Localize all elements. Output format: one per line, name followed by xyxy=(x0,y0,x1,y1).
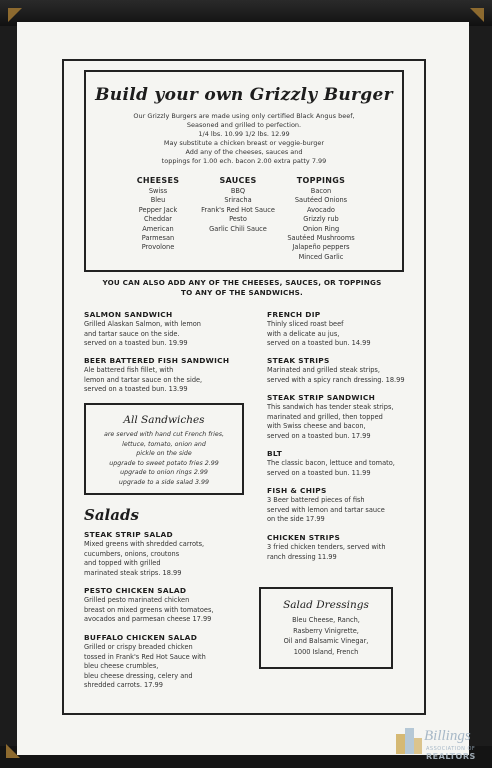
item-name: PESTO CHICKEN SALAD xyxy=(84,586,187,595)
item-name: STEAK STRIP SALAD xyxy=(84,530,173,539)
item-desc-line: 3 Beer battered pieces of fish xyxy=(267,496,365,504)
list-item: Sautéed Mushrooms xyxy=(287,234,355,243)
item-desc-line: lemon and tartar sauce on the side, xyxy=(84,375,203,384)
sandwiches-box-line: upgrade to sweet potato fries 2.99 xyxy=(109,459,219,467)
menu-item-chicken-strips xyxy=(267,533,386,562)
item-desc-line: Grilled pesto marinated chicken xyxy=(84,596,190,604)
item-name: BLT xyxy=(267,449,283,458)
dressings-box-line: 1000 Island, French xyxy=(293,647,359,656)
item-desc-line: served on a toasted bun. 14.99 xyxy=(267,339,371,348)
sandwiches-box xyxy=(84,403,244,495)
menu-item-fish-and-chips xyxy=(267,486,385,525)
menu-item-fish-sandwich xyxy=(84,356,229,395)
watermark-text: REALTORS xyxy=(426,752,476,761)
list-item: Pesto xyxy=(229,215,247,224)
list-item: Grizzly rub xyxy=(303,215,339,224)
sauces-column xyxy=(194,176,282,234)
dressings-box-title: Salad Dressings xyxy=(283,599,369,611)
menu-item-steak-strip-sandwich xyxy=(267,393,393,441)
column-heading: CHEESES xyxy=(136,176,180,185)
list-item: Jalapeño peppers xyxy=(292,243,350,252)
item-name: FISH & CHIPS xyxy=(267,486,327,495)
notice-line: YOU CAN ALSO ADD ANY OF THE CHEESES, SAUCES, OR TOPPINGS xyxy=(102,278,382,287)
item-desc-line: breast on mixed greens with tomatoes, xyxy=(84,605,214,614)
dressings-box-line: Bleu Cheese, Ranch, xyxy=(292,616,360,624)
menu-item-salmon-sandwich xyxy=(84,310,201,349)
sandwiches-box-line: are served with hand cut French fries, xyxy=(103,431,225,438)
list-item: Onion Ring xyxy=(302,224,340,233)
salads-heading: Salads xyxy=(84,506,139,524)
column-heading: SAUCES xyxy=(219,176,257,185)
intro-line: Seasoned and grilled to perfection. xyxy=(186,121,302,129)
dressings-box-line: Rasberry Vinigrette, xyxy=(293,626,359,635)
intro-line: May substitute a chicken breast or veggie-burger xyxy=(163,139,325,147)
item-name: CHICKEN STRIPS xyxy=(267,533,341,542)
item-desc-line: served on a toasted bun. 17.99 xyxy=(267,431,371,440)
item-desc-line: marinated and grilled, then topped xyxy=(267,412,383,421)
list-item: Bleu xyxy=(150,196,166,205)
item-name: STEAK STRIP SANDWICH xyxy=(267,393,376,402)
item-desc-line: served with lemon and tartar sauce xyxy=(267,505,385,514)
item-desc-line: Ale battered fish fillet, with xyxy=(84,366,174,374)
item-name: STEAK STRIPS xyxy=(267,356,330,365)
item-desc-line: served on a toasted bun. 11.99 xyxy=(267,468,371,477)
item-desc-line: Mixed greens with shredded carrots, xyxy=(84,540,205,548)
list-item: Parmesan xyxy=(141,234,175,243)
sandwiches-box-line: lettuce, tomato, onion and xyxy=(122,440,206,448)
item-desc-line: with a delicate au jus, xyxy=(267,329,340,338)
watermark-text: ASSOCIATION OF xyxy=(426,746,476,752)
notice-line: TO ANY OF THE SANDWICHS. xyxy=(181,288,303,297)
list-item: BBQ xyxy=(230,187,246,195)
item-desc-line: on the side 17.99 xyxy=(267,515,325,524)
dressings-box-line: Oil and Balsamic Vinegar, xyxy=(283,637,369,645)
watermark-text: Billings xyxy=(424,728,471,744)
intro-line: toppings for 1.00 ech. bacon 2.00 extra patty 7.99 xyxy=(161,157,327,165)
menu-item-blt xyxy=(267,449,395,478)
item-desc-line: tossed in Frank's Red Hot Sauce with xyxy=(84,652,206,661)
item-desc-line: served with a spicy ranch dressing. 18.99 xyxy=(267,375,405,384)
item-desc-line: bleu cheese crumbles, xyxy=(84,662,159,671)
sandwiches-box-line: upgrade to a side salad 3.99 xyxy=(118,478,210,486)
sandwiches-box-line: pickle on the side xyxy=(136,450,192,457)
burger-title: Build your own Grizzly Burger xyxy=(95,85,393,105)
item-desc-line: Grilled or crispy breaded chicken xyxy=(84,643,193,651)
list-item: Bacon xyxy=(310,187,332,195)
item-name: BUFFALO CHICKEN SALAD xyxy=(84,633,198,642)
item-desc-line: and topped with grilled xyxy=(84,559,161,568)
item-desc-line: Grilled Alaskan Salmon, with lemon xyxy=(84,320,201,328)
realtors-watermark xyxy=(392,720,488,764)
item-desc-line: served on a toasted bun. 19.99 xyxy=(84,339,188,348)
item-desc-line: Thinly sliced roast beef xyxy=(267,320,344,328)
cheeses-column xyxy=(118,176,198,253)
item-desc-line: cucumbers, onions, croutons xyxy=(84,549,180,558)
list-item: Minced Garlic xyxy=(298,252,344,261)
intro-line: 1/4 lbs. 10.99 1/2 lbs. 12.99 xyxy=(198,130,290,138)
item-name: BEER BATTERED FISH SANDWICH xyxy=(84,356,230,365)
item-desc-line: Marinated and grilled steak strips, xyxy=(267,366,380,374)
list-item: Swiss xyxy=(148,187,168,195)
column-heading: TOPPINGS xyxy=(296,176,346,185)
item-desc-line: 3 fried chicken tenders, served with xyxy=(267,543,386,551)
menu-item-steak-strip-salad xyxy=(84,530,204,578)
item-desc-line: marinated steak strips. 18.99 xyxy=(84,568,182,577)
list-item: Avocado xyxy=(307,205,335,214)
item-desc-line: avocados and parmesan cheese 17.99 xyxy=(84,615,212,624)
list-item: Provolone xyxy=(141,243,175,252)
menu-item-pesto-chicken-salad xyxy=(84,586,214,625)
list-item: Garlic Chili Sauce xyxy=(209,224,267,233)
menu-item-french-dip xyxy=(267,310,371,349)
burger-box xyxy=(84,70,404,272)
toppings-column xyxy=(276,176,366,262)
menu-item-steak-strips xyxy=(267,356,405,385)
intro-line: Add any of the cheeses, sauces and xyxy=(185,148,303,156)
sandwiches-box-title: All Sandwiches xyxy=(123,414,205,426)
list-item: Sautéed Onions xyxy=(294,196,348,205)
item-desc-line: and tartar sauce on the side. xyxy=(84,329,180,338)
list-item: Frank's Red Hot Sauce xyxy=(201,205,275,214)
item-name: FRENCH DIP xyxy=(267,310,321,319)
item-desc-line: served on a toasted bun. 13.99 xyxy=(84,385,188,394)
intro-line: Our Grizzly Burgers are made using only certified Black Angus beef, xyxy=(133,112,355,120)
item-desc-line: with Swiss cheese and bacon, xyxy=(267,422,366,431)
item-name: SALMON SANDWICH xyxy=(84,310,173,319)
item-desc-line: This sandwich has tender steak strips, xyxy=(267,403,394,411)
list-item: Cheddar xyxy=(144,215,172,224)
dressings-box xyxy=(259,587,393,669)
list-item: Sriracha xyxy=(224,196,252,205)
item-desc-line: ranch dressing 11.99 xyxy=(267,552,337,561)
list-item: American xyxy=(142,224,174,233)
menu-item-buffalo-chicken-salad xyxy=(84,633,206,691)
list-item: Pepper Jack xyxy=(138,205,178,214)
sandwiches-box-line: upgrade to onion rings 2.99 xyxy=(120,469,208,476)
item-desc-line: shredded carrots. 17.99 xyxy=(84,681,163,690)
item-desc-line: The classic bacon, lettuce and tomato, xyxy=(267,459,395,467)
item-desc-line: bleu cheese dressing, celery and xyxy=(84,671,193,680)
